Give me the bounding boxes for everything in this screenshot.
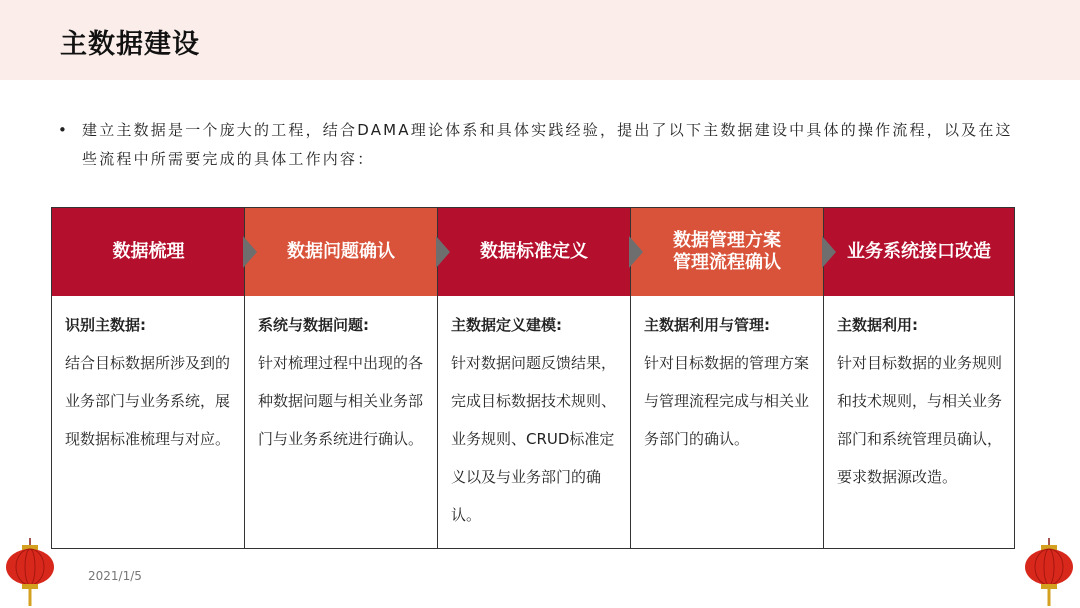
date-label: 2021/1/5 bbox=[88, 569, 142, 583]
bullet-icon: • bbox=[58, 121, 70, 139]
intro-paragraph bbox=[58, 116, 1018, 174]
step-body bbox=[631, 296, 823, 548]
step-subtitle: 主数据利用与管理: bbox=[644, 316, 770, 334]
step-title: 数据梳理 bbox=[52, 208, 245, 296]
lantern-left-icon bbox=[2, 538, 58, 608]
step-title: 数据管理方案管理流程确认 bbox=[631, 208, 823, 296]
intro-text: 建立主数据是一个庞大的工程，结合DAMA理论体系和具体实践经验，提出了以下主数据建设中具体的操作流程，以及在这些流程中所需要完成的具体工作内容： bbox=[82, 121, 1013, 168]
step-card-4 bbox=[631, 208, 823, 548]
step-subtitle: 主数据利用: bbox=[837, 316, 918, 334]
page-title: 主数据建设 bbox=[60, 29, 200, 60]
chevron-right-icon bbox=[629, 236, 643, 268]
step-title: 数据标准定义 bbox=[438, 208, 630, 296]
step-description: 结合目标数据所涉及到的业务部门与业务系统，展现数据标准梳理与对应。 bbox=[65, 354, 231, 448]
step-body bbox=[52, 296, 245, 548]
step-description: 针对梳理过程中出现的各种数据问题与相关业务部门与业务系统进行确认。 bbox=[258, 354, 424, 448]
step-card-5 bbox=[824, 208, 1014, 548]
step-description: 针对目标数据的业务规则和技术规则，与相关业务部门和系统管理员确认，要求数据源改造。 bbox=[837, 354, 1003, 486]
chevron-right-icon bbox=[243, 236, 257, 268]
step-card-3 bbox=[438, 208, 630, 548]
step-title: 数据问题确认 bbox=[245, 208, 437, 296]
step-description: 针对数据问题反馈结果，完成目标数据技术规则、业务规则、CRUD标准定义以及与业务部门的确认。 bbox=[451, 354, 617, 524]
lantern-right-icon bbox=[1021, 538, 1077, 608]
step-body bbox=[824, 296, 1014, 548]
chevron-right-icon bbox=[436, 236, 450, 268]
step-body bbox=[438, 296, 630, 548]
step-subtitle: 主数据定义建模: bbox=[451, 316, 562, 334]
step-card-2 bbox=[245, 208, 437, 548]
chevron-right-icon bbox=[822, 236, 836, 268]
step-body bbox=[245, 296, 437, 548]
step-subtitle: 识别主数据: bbox=[65, 316, 146, 334]
step-description: 针对目标数据的管理方案与管理流程完成与相关业务部门的确认。 bbox=[644, 354, 810, 448]
step-card-1 bbox=[52, 208, 245, 548]
step-subtitle: 系统与数据问题: bbox=[258, 316, 369, 334]
step-title: 业务系统接口改造 bbox=[824, 208, 1014, 296]
process-steps bbox=[51, 207, 1015, 549]
